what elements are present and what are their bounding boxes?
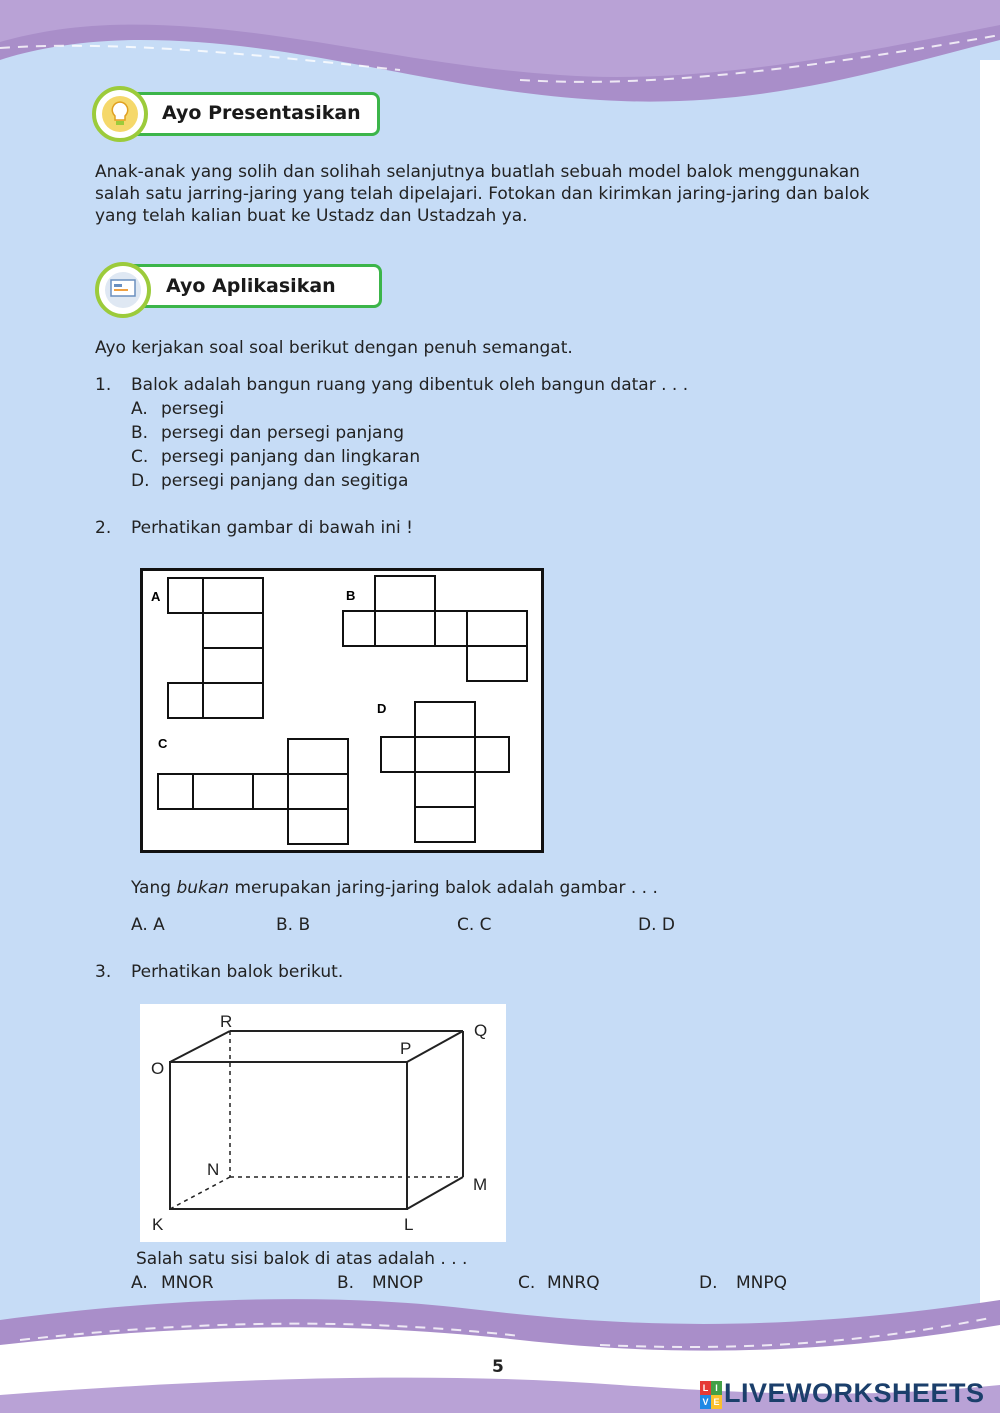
logo-letter: E (711, 1395, 722, 1409)
option-letter[interactable]: B. (337, 1273, 355, 1293)
option-letter[interactable]: A. (131, 399, 148, 419)
logo-letter: L (700, 1381, 711, 1395)
monitor-icon (95, 262, 151, 318)
question-number: 2. (95, 518, 112, 538)
option-letter[interactable]: C. (518, 1273, 536, 1293)
question-caption (131, 878, 658, 898)
option-text[interactable]: MNOR (161, 1273, 214, 1293)
caption-post: merupakan jaring-jaring balok adalah gambar . . . (234, 878, 658, 898)
vertex-label-r: R (220, 1012, 233, 1031)
option[interactable]: A. A (131, 915, 165, 935)
option-text[interactable]: MNPQ (736, 1273, 788, 1293)
nets-drawing (143, 571, 541, 850)
option-text[interactable]: persegi panjang dan segitiga (161, 471, 409, 491)
vertex-label-o: O (151, 1059, 165, 1078)
cuboid-drawing (140, 1004, 506, 1242)
option-letter[interactable]: D. (699, 1273, 718, 1293)
brand-name[interactable]: LIVEWORKSHEETS (724, 1378, 985, 1408)
option[interactable]: B. B (276, 915, 311, 935)
option-letter[interactable]: D. (131, 471, 150, 491)
vertex-label-n: N (207, 1160, 220, 1179)
section-title: Ayo Presentasikan (162, 102, 361, 124)
option-letter[interactable]: C. (131, 447, 149, 467)
net-label-a: A (151, 589, 161, 604)
cuboid-figure (140, 1004, 506, 1242)
logo-letter: I (711, 1381, 722, 1395)
net-label-b: B (346, 588, 356, 603)
aplikasi-intro: Ayo kerjakan soal soal berikut dengan penuh semangat. (95, 338, 573, 358)
liveworksheets-logo-icon (700, 1381, 722, 1409)
vertex-label-m: M (473, 1175, 488, 1194)
caption-pre: Yang (131, 878, 172, 898)
section-title: Ayo Aplikasikan (166, 275, 336, 297)
option-letter[interactable]: A. (131, 1273, 148, 1293)
option-text[interactable]: persegi dan persegi panjang (161, 423, 405, 443)
question-caption: Salah satu sisi balok di atas adalah . . . (136, 1249, 468, 1269)
net-label-c: C (158, 736, 168, 751)
question-number: 3. (95, 962, 112, 982)
question-text: Balok adalah bangun ruang yang dibentuk oleh bangun datar . . . (131, 375, 689, 395)
option-text[interactable]: MNRQ (547, 1273, 600, 1293)
vertex-label-p: P (400, 1039, 412, 1058)
vertex-label-l: L (404, 1215, 414, 1234)
caption-emphasis: bukan (176, 878, 230, 898)
option-text[interactable]: persegi (161, 399, 225, 419)
option[interactable]: C. C (457, 915, 492, 935)
nets-figure (140, 568, 544, 853)
vertex-label-q: Q (474, 1021, 488, 1040)
net-label-d: D (377, 701, 387, 716)
question-text: Perhatikan balok berikut. (131, 962, 344, 982)
question-number: 1. (95, 375, 112, 395)
option-text[interactable]: persegi panjang dan lingkaran (161, 447, 421, 467)
presentasi-body: Anak-anak yang solih dan solihah selanjutnya buatlah sebuah model balok menggunakan salah satu jarring-jaring yang telah dipelajari. Fotokan dan kirimkan jaring-jaring dan balok yang telah kalian buat ke Ustadz dan Ustadzah ya. (95, 162, 870, 226)
logo-letter: V (700, 1395, 711, 1409)
question-text: Perhatikan gambar di bawah ini ! (131, 518, 413, 538)
lightbulb-icon (92, 86, 148, 142)
option[interactable]: D. D (638, 915, 675, 935)
option-text[interactable]: MNOP (372, 1273, 424, 1293)
page-number: 5 (492, 1357, 504, 1377)
vertex-label-k: K (152, 1215, 164, 1234)
option-letter[interactable]: B. (131, 423, 149, 443)
